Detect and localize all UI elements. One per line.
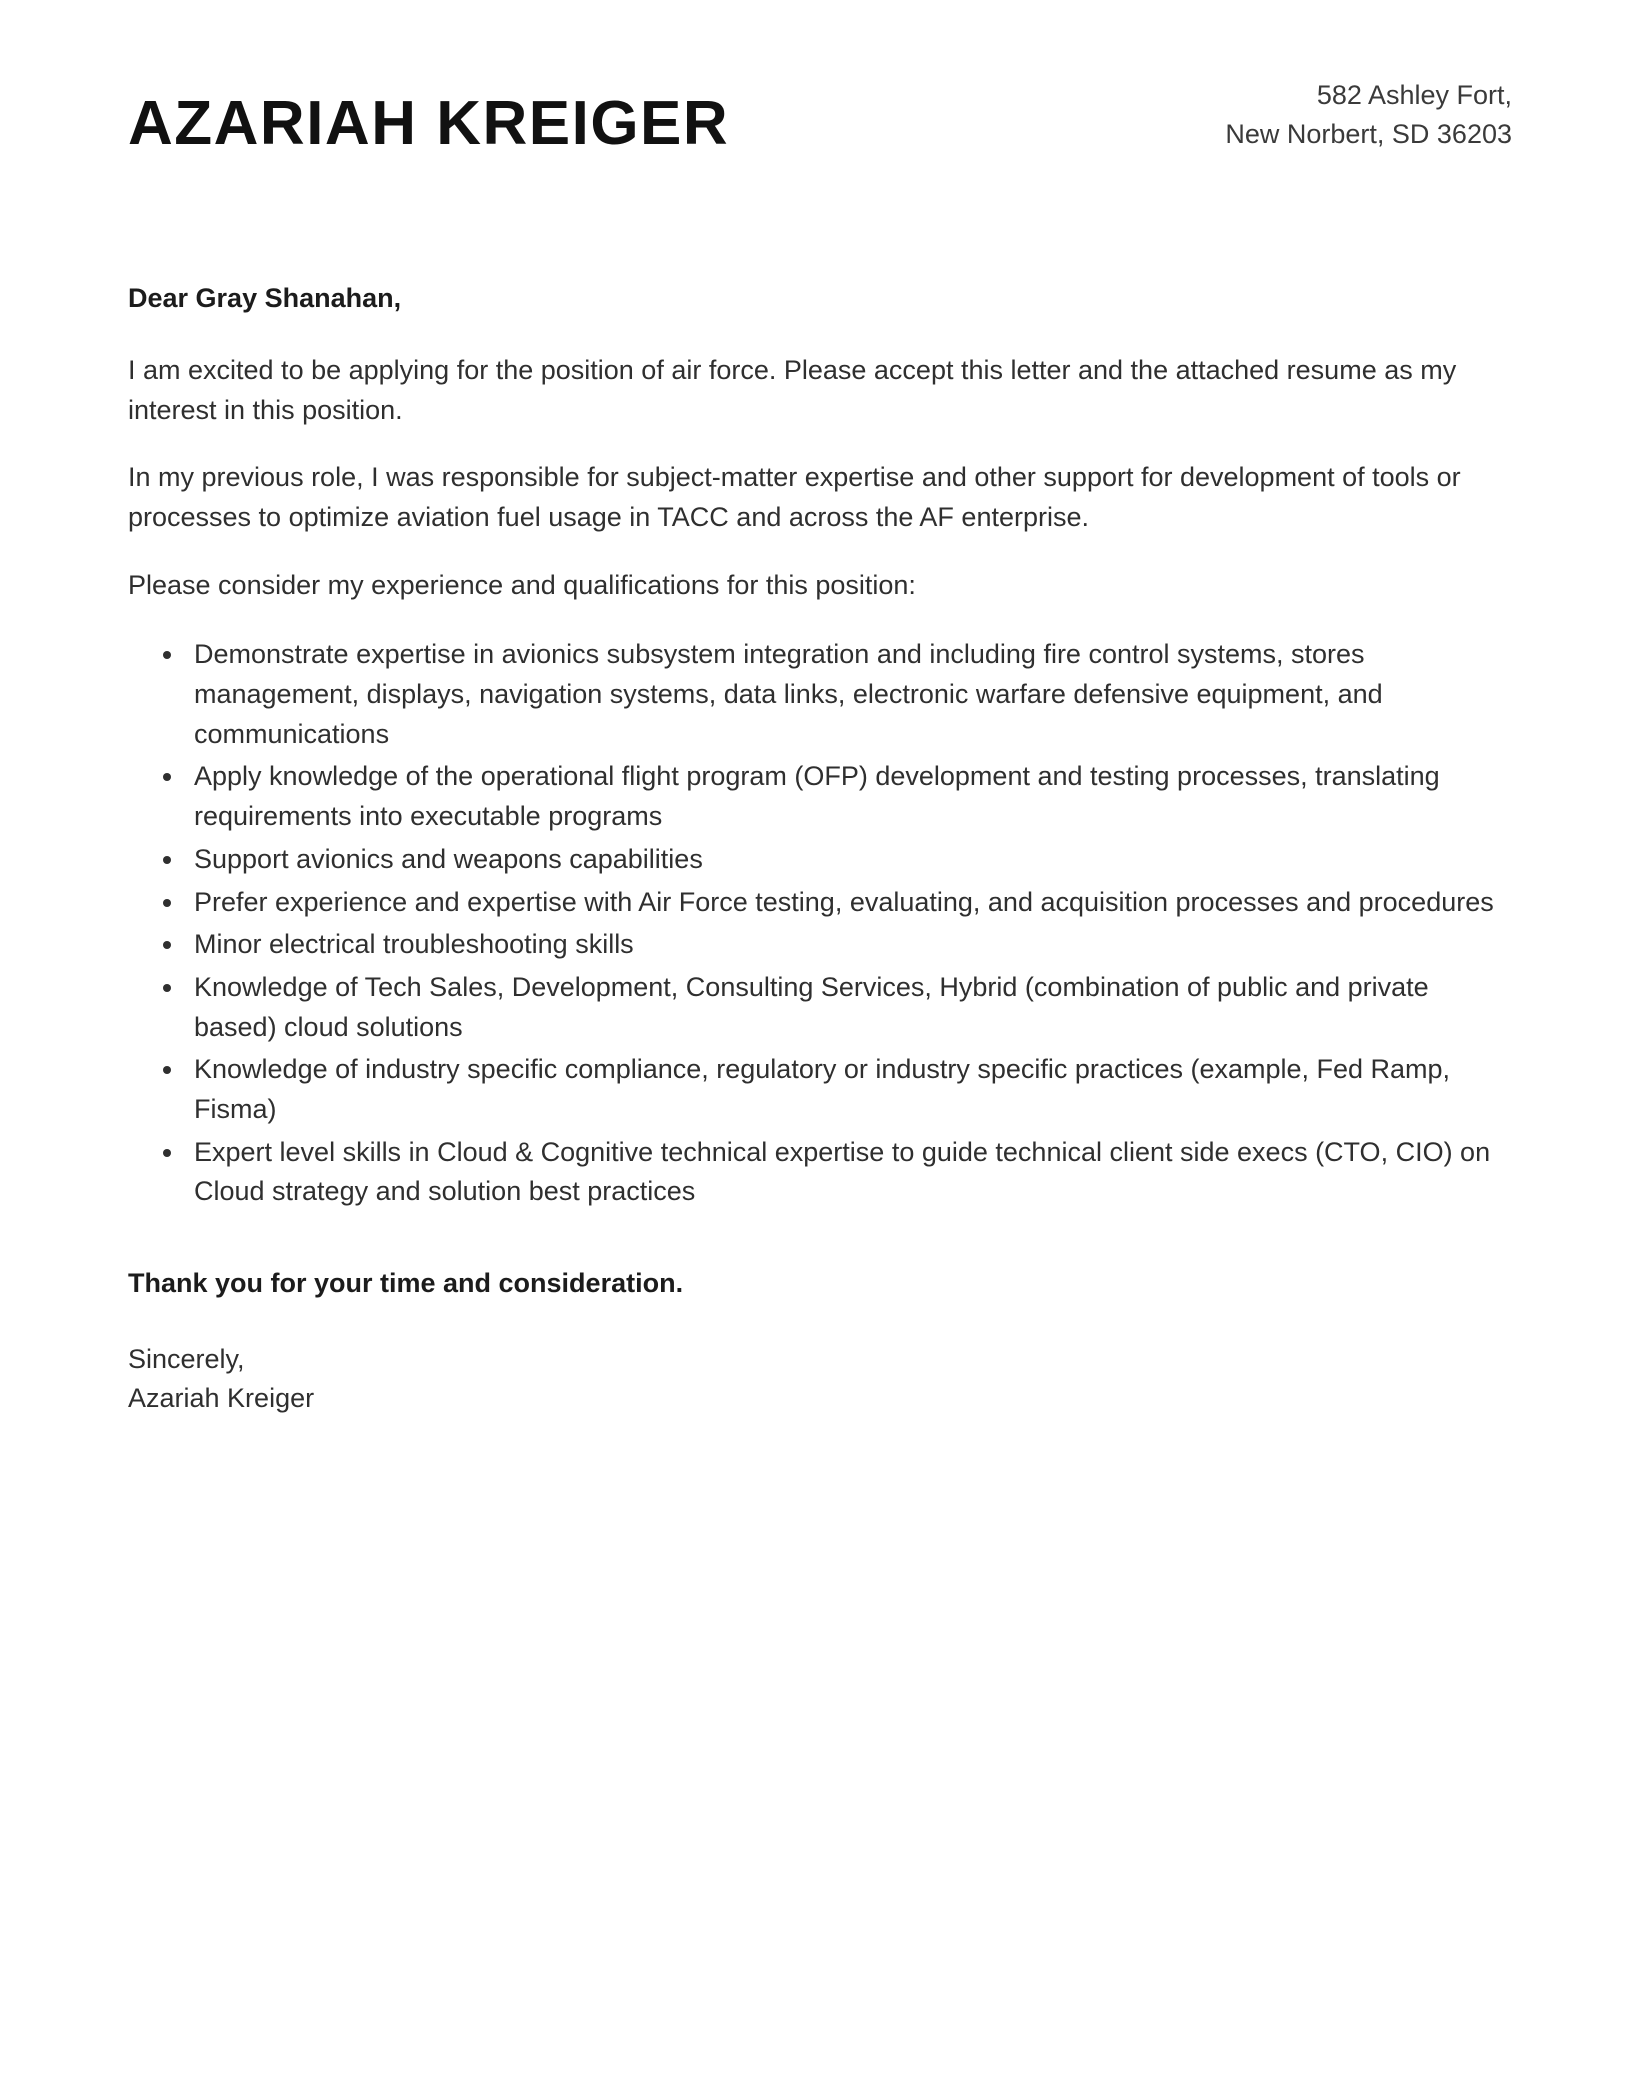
letter-header <box>128 70 1512 159</box>
letter-body <box>128 279 1512 1419</box>
sender-name: AZARIAH KREIGER <box>128 89 730 158</box>
signature-name: Azariah Kreiger <box>128 1383 315 1414</box>
signoff-word: Sincerely, <box>128 1343 245 1374</box>
signoff-block <box>128 1340 1512 1419</box>
salutation: Dear Gray Shanahan, <box>128 283 402 314</box>
list-item: • Prefer experience and expertise with Air Force testing, evaluating, and acquisition processes and procedures <box>186 883 1512 923</box>
paragraph-application-intro: I am excited to be applying for the position of air force. Please accept this letter and the attached resume as my interest in this position. <box>128 354 1457 425</box>
qualifications-list <box>128 635 1512 1212</box>
sender-address <box>1225 70 1512 154</box>
closing-statement: Thank you for your time and consideration. <box>128 1268 684 1299</box>
list-item: • Knowledge of Tech Sales, Development, Consulting Services, Hybrid (combination of public and private based) cloud solutions <box>186 968 1512 1047</box>
list-item: • Apply knowledge of the operational flight program (OFP) development and testing processes, translating requirements into executable programs <box>186 757 1512 836</box>
address-line-1: 582 Ashley Fort, <box>1316 80 1512 110</box>
paragraph-qualifications-lead-in: Please consider my experience and qualifications for this position: <box>128 569 916 600</box>
list-item: • Expert level skills in Cloud & Cognitive technical expertise to guide technical client side execs (CTO, CIO) on Cloud strategy and solution best practices <box>186 1133 1512 1212</box>
list-item: • Minor electrical troubleshooting skills <box>186 925 1512 965</box>
list-item: • Demonstrate expertise in avionics subsystem integration and including fire control systems, stores management, displays, navigation systems, data links, electronic warfare defensive equipment, and communications <box>186 635 1512 754</box>
list-item: • Support avionics and weapons capabilities <box>186 840 1512 880</box>
list-item: • Knowledge of industry specific compliance, regulatory or industry specific practices (example, Fed Ramp, Fisma) <box>186 1050 1512 1129</box>
address-line-2: New Norbert, SD 36203 <box>1225 119 1512 150</box>
paragraph-previous-role: In my previous role, I was responsible for subject-matter expertise and other support for development of tools or processes to optimize aviation fuel usage in TACC and across the AF enterprise. <box>128 462 1461 533</box>
